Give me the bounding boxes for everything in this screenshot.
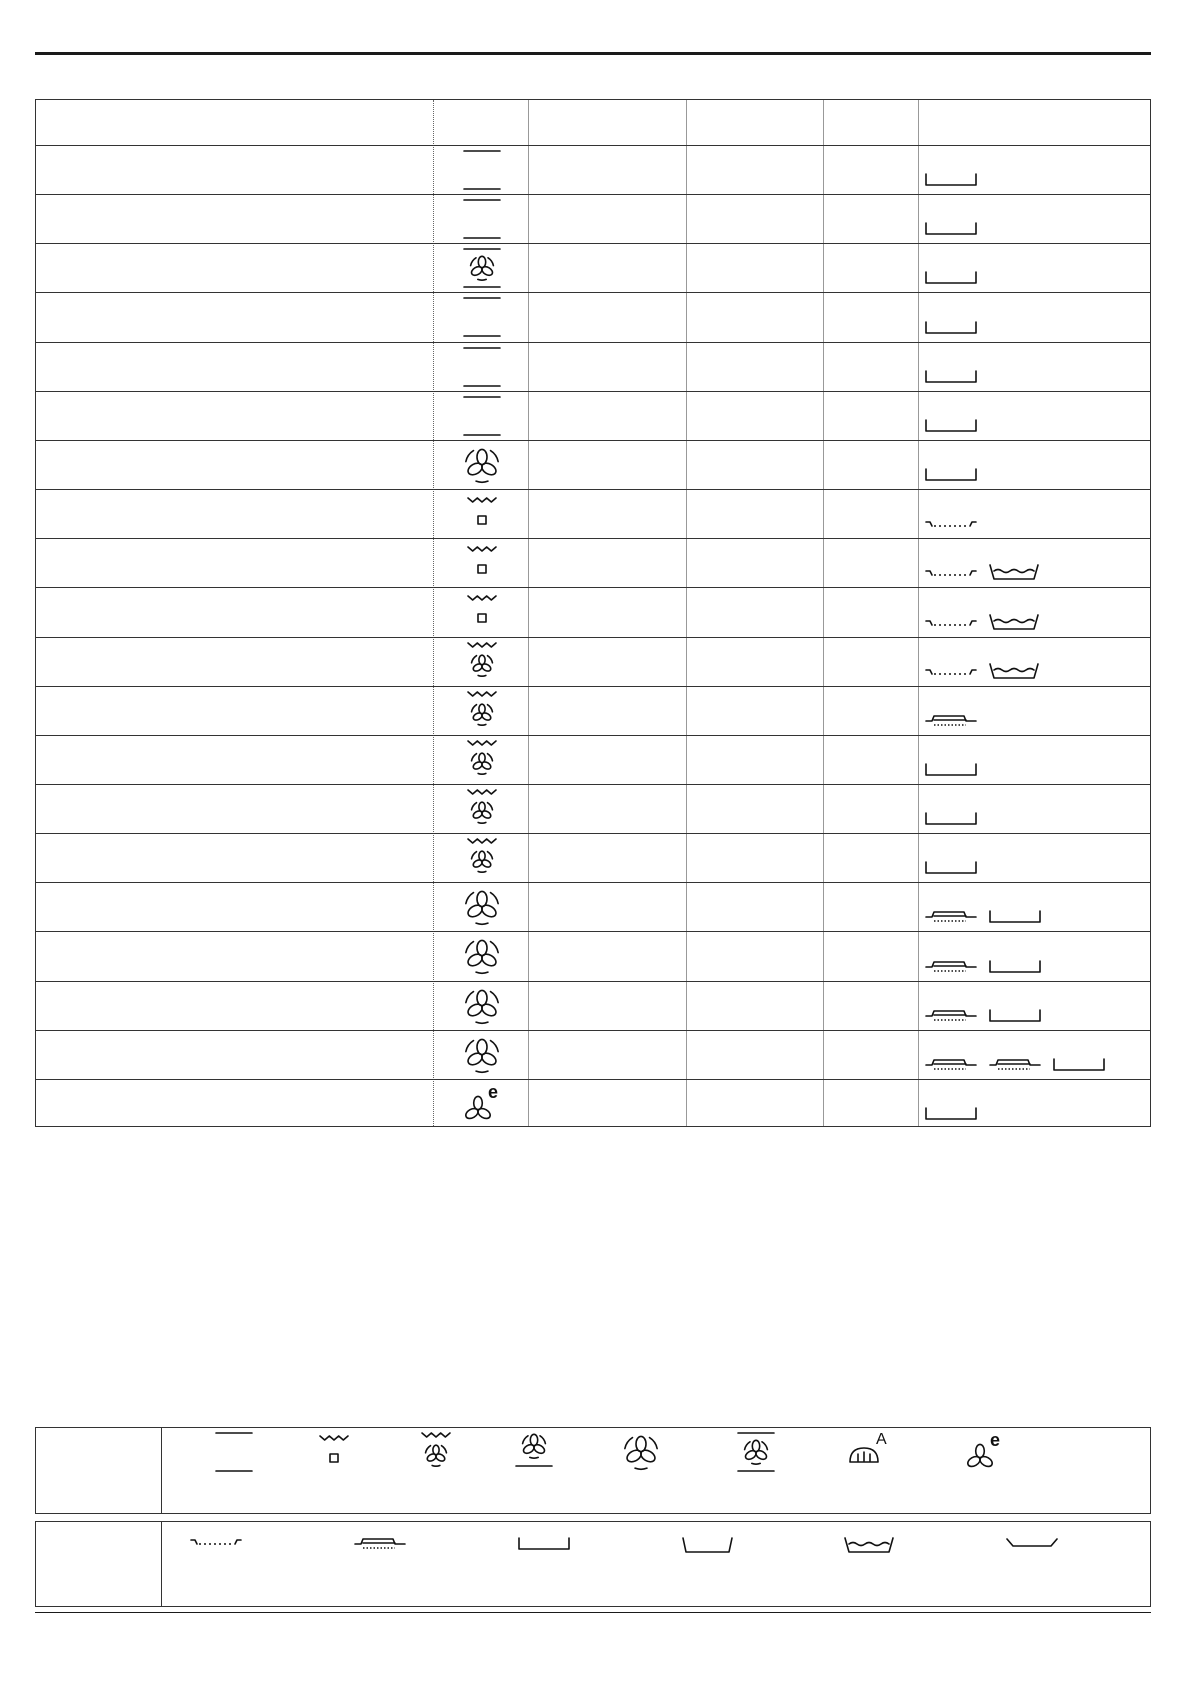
hot-air-fan-icon bbox=[462, 443, 502, 487]
shallow-tray-icon bbox=[924, 369, 978, 385]
wire-rack-icon bbox=[924, 567, 978, 581]
table-row bbox=[36, 833, 1150, 834]
hot-air-fan-icon bbox=[462, 885, 502, 929]
footer-rule bbox=[35, 1612, 1151, 1613]
fan-top-bottom-heat-icon bbox=[736, 1430, 776, 1474]
shallow-tray-icon bbox=[924, 221, 978, 237]
top-bottom-heat-icon bbox=[462, 345, 502, 389]
top-bottom-heat-icon bbox=[462, 295, 502, 339]
shallow-tray-icon bbox=[924, 172, 978, 188]
grill-fan-icon bbox=[462, 640, 502, 684]
table-row bbox=[36, 735, 1150, 736]
fan-bottom-heat-icon bbox=[514, 1430, 554, 1474]
shallow-tray-icon bbox=[924, 418, 978, 434]
table-row bbox=[36, 1079, 1150, 1080]
shallow-tray-icon bbox=[924, 860, 978, 876]
grill-fan-icon bbox=[462, 738, 502, 782]
table-row bbox=[36, 292, 1150, 293]
grill-fan-icon bbox=[462, 787, 502, 831]
shallow-tray-icon bbox=[924, 320, 978, 336]
wire-rack-icon bbox=[924, 666, 978, 680]
table-row bbox=[36, 538, 1150, 539]
top-bottom-heat-icon bbox=[214, 1430, 254, 1474]
column-divider bbox=[528, 100, 529, 1126]
table-row bbox=[36, 637, 1150, 638]
grill-rack-icon bbox=[353, 1536, 407, 1552]
water-pan-icon bbox=[988, 563, 1042, 581]
cooking-table bbox=[35, 99, 1151, 1127]
table-row bbox=[36, 145, 1150, 146]
svg-text:e: e bbox=[488, 1081, 499, 1102]
bread-auto-icon bbox=[846, 1430, 890, 1474]
table-row bbox=[36, 342, 1150, 343]
grill-rack-icon bbox=[924, 909, 978, 925]
shallow-tray-icon bbox=[1052, 1057, 1106, 1073]
table-row bbox=[36, 882, 1150, 883]
grill-small-icon bbox=[462, 492, 502, 536]
header-function bbox=[434, 100, 528, 145]
grill-small-icon bbox=[314, 1430, 354, 1474]
grill-rack-icon bbox=[924, 1057, 978, 1073]
wire-rack-icon bbox=[189, 1536, 243, 1550]
grill-small-icon bbox=[462, 541, 502, 585]
grill-rack-icon bbox=[988, 1057, 1042, 1073]
top-bottom-heat-icon bbox=[462, 148, 502, 192]
shallow-tray-icon bbox=[988, 959, 1042, 975]
grill-rack-icon bbox=[924, 1008, 978, 1024]
hot-air-fan-icon bbox=[462, 934, 502, 978]
header-col5 bbox=[824, 100, 918, 145]
top-bottom-heat-icon bbox=[462, 394, 502, 438]
shallow-tray-icon bbox=[924, 811, 978, 827]
shallow-tray-icon bbox=[924, 467, 978, 483]
eco-fan-icon bbox=[964, 1430, 1008, 1474]
table-row bbox=[36, 440, 1150, 441]
table-row bbox=[36, 1030, 1150, 1031]
legend-divider bbox=[161, 1428, 162, 1513]
deep-tray-icon bbox=[681, 1536, 735, 1554]
water-pan-icon bbox=[843, 1536, 897, 1554]
shallow-tray-icon bbox=[517, 1536, 571, 1552]
header-accessory bbox=[919, 100, 1152, 145]
flat-tray-icon bbox=[1005, 1536, 1059, 1550]
shallow-tray-icon bbox=[988, 1008, 1042, 1024]
column-divider bbox=[823, 100, 824, 1126]
shallow-tray-icon bbox=[924, 762, 978, 778]
eco-fan-icon bbox=[462, 1082, 506, 1126]
table-row bbox=[36, 243, 1150, 244]
top-bottom-heat-icon bbox=[462, 197, 502, 241]
header-col3 bbox=[529, 100, 686, 145]
table-row bbox=[36, 784, 1150, 785]
header-col4 bbox=[687, 100, 823, 145]
table-row bbox=[36, 931, 1150, 932]
column-divider bbox=[918, 100, 919, 1126]
svg-text:e: e bbox=[990, 1430, 1001, 1450]
column-divider bbox=[433, 100, 434, 1126]
shallow-tray-icon bbox=[924, 270, 978, 286]
hot-air-fan-icon bbox=[462, 984, 502, 1028]
grill-fan-icon bbox=[462, 689, 502, 733]
legend-accessories bbox=[35, 1521, 1151, 1607]
table-row bbox=[36, 194, 1150, 195]
svg-text:A: A bbox=[876, 1431, 887, 1448]
column-divider bbox=[686, 100, 687, 1126]
table-row bbox=[36, 587, 1150, 588]
grill-small-icon bbox=[462, 590, 502, 634]
water-pan-icon bbox=[988, 662, 1042, 680]
legend-functions bbox=[35, 1427, 1151, 1514]
legend-divider bbox=[161, 1522, 162, 1606]
header-rule bbox=[35, 52, 1151, 55]
fan-top-bottom-heat-icon bbox=[462, 246, 502, 290]
wire-rack-icon bbox=[924, 518, 978, 532]
grill-rack-icon bbox=[924, 959, 978, 975]
table-row bbox=[36, 981, 1150, 982]
table-row bbox=[36, 686, 1150, 687]
hot-air-fan-icon bbox=[462, 1033, 502, 1077]
table-row bbox=[36, 391, 1150, 392]
table-row bbox=[36, 489, 1150, 490]
shallow-tray-icon bbox=[988, 909, 1042, 925]
hot-air-fan-icon bbox=[621, 1430, 661, 1474]
shallow-tray-icon bbox=[924, 1106, 978, 1122]
grill-fan-icon bbox=[416, 1430, 456, 1474]
wire-rack-icon bbox=[924, 617, 978, 631]
water-pan-icon bbox=[988, 613, 1042, 631]
grill-rack-icon bbox=[924, 713, 978, 729]
grill-fan-icon bbox=[462, 836, 502, 880]
header-dish bbox=[36, 100, 433, 145]
